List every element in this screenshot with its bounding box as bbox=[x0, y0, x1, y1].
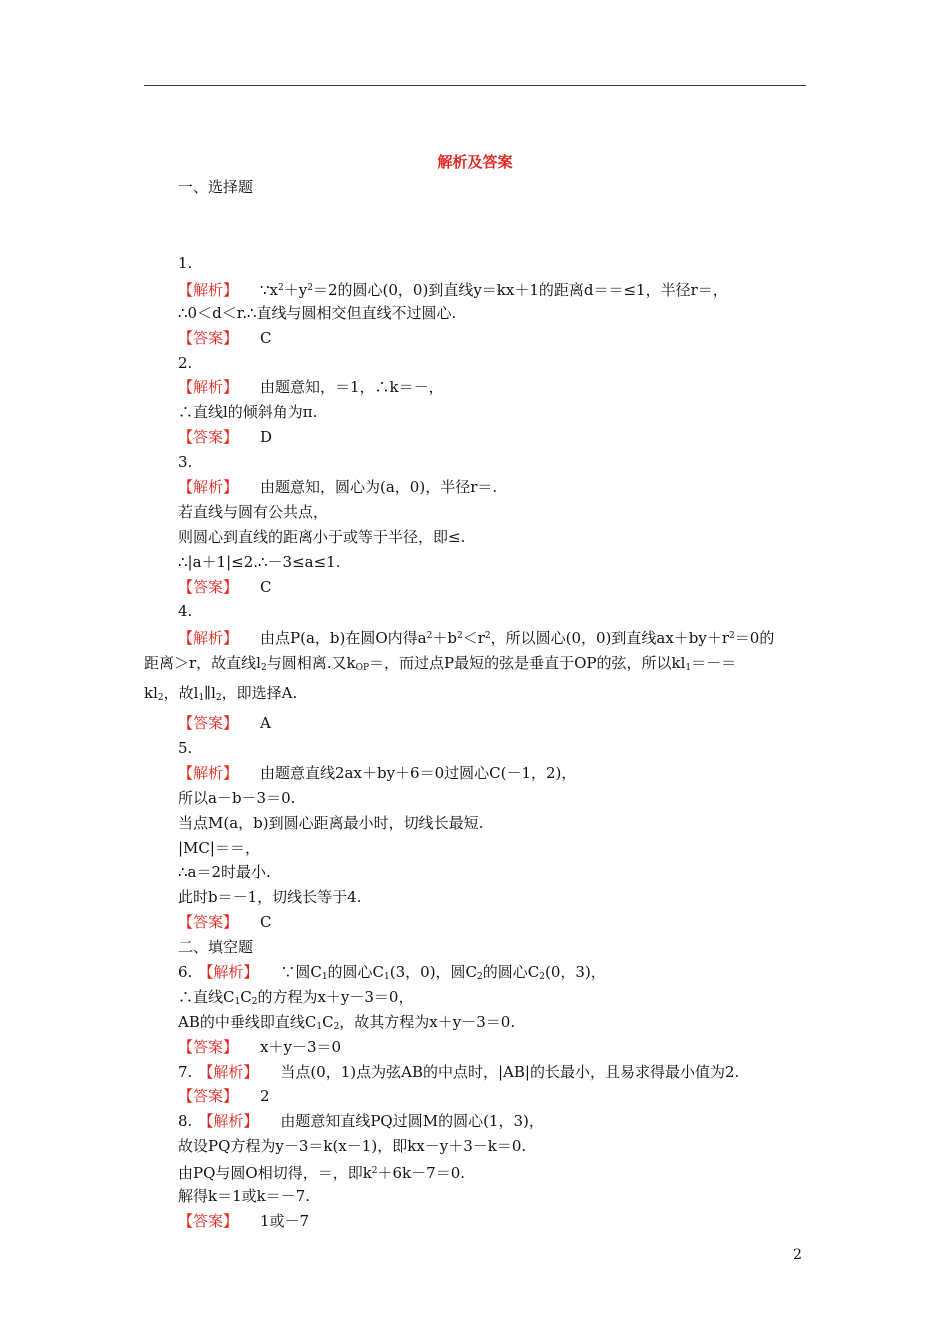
section-heading-fill: 二、填空题 bbox=[178, 938, 254, 957]
analysis-line: 【解析】 $\because x^2+y^2=2$的圆心(0，0)到直线y＝kx＋1的距离d＝＝≤1，半径r＝， bbox=[178, 280, 728, 299]
analysis-line: 7. 【解析】 当点(0，1)点为弦AB的中点时，|AB|的长最小，且易求得最小值为2. bbox=[178, 1062, 740, 1081]
answer-line bbox=[178, 1209, 818, 1234]
analysis-line: 6. 【解析】 ∵圆$C_1$的圆心$C_1(3$，0)，圆$C_2$的圆心$C_2(0$，3)， bbox=[178, 962, 606, 982]
problem-number: 7. bbox=[178, 1062, 193, 1081]
answer-line bbox=[178, 910, 818, 935]
analysis-line: 由PQ与圆O相切得，＝，即$k^2+6k-7=0$. bbox=[178, 1164, 466, 1183]
analysis-tag: 【解析】 bbox=[198, 962, 259, 981]
answer-value: C bbox=[260, 328, 272, 347]
problem-number: 8. bbox=[178, 1112, 193, 1131]
answer-tag: 【答案】 bbox=[178, 714, 239, 733]
analysis-line: 所以a－b－3＝0. bbox=[178, 788, 296, 807]
answer-tag: 【答案】 bbox=[178, 1211, 239, 1230]
analysis-line: ∴直线l的倾斜角为π. bbox=[178, 403, 318, 422]
analysis-paragraph: 【解析】 由点P(a，b)在圆O内得$a^2+b^2<r^2$，所以圆心(0，0)到直线$ax+by+r^2=0$的 距离＞r，故直线$l_2$与圆相离.又$k_{OP}=$，而过点P最短的弦是垂直于OP的弦，所以$kl_1=-=$ $kl_2$，故$l_1\parallel l_2$，即选择A. bbox=[144, 629, 775, 704]
analysis-tag: 【解析】 bbox=[178, 478, 239, 497]
answer-tag: 【答案】 bbox=[178, 577, 239, 596]
analysis-tag: 【解析】 bbox=[178, 280, 239, 299]
analysis-line: ∴直线$C_1C_2$的方程为x＋y－3＝0， bbox=[178, 987, 414, 1007]
answer-tag: 【答案】 bbox=[178, 428, 239, 447]
answer-value: D bbox=[260, 428, 273, 447]
answer-value: x＋y－3＝0 bbox=[260, 1037, 342, 1056]
analysis-tag: 【解析】 bbox=[198, 1112, 259, 1131]
analysis-line: 【解析】 由题意知，圆心为(a，0)，半径r＝. bbox=[178, 478, 498, 497]
analysis-line: |MC|＝＝， bbox=[178, 838, 260, 857]
answer-value: C bbox=[260, 577, 272, 596]
page-title: 解析及答案 bbox=[437, 153, 513, 171]
analysis-line: 若直线与圆有公共点， bbox=[178, 502, 329, 521]
problem-number: 2. bbox=[178, 353, 193, 372]
answer-line bbox=[178, 1084, 818, 1109]
analysis-tag: 【解析】 bbox=[178, 629, 239, 648]
answer-value: C bbox=[260, 913, 272, 932]
answer-line bbox=[178, 711, 818, 736]
analysis-line: 则圆心到直线的距离小于或等于半径，即≤. bbox=[178, 527, 466, 546]
answer-tag: 【答案】 bbox=[178, 1037, 239, 1056]
analysis-line: AB的中垂线即直线$C_1C_2$，故其方程为x＋y－3＝0. bbox=[178, 1012, 516, 1032]
problem-number: 1. bbox=[178, 254, 193, 272]
page-number: 2 bbox=[793, 1247, 802, 1263]
analysis-tag: 【解析】 bbox=[178, 378, 239, 397]
analysis-line: ∴|a＋1|≤2.∴－3≤a≤1. bbox=[178, 552, 341, 571]
analysis-line: 解得k＝1或k＝－7. bbox=[178, 1187, 311, 1205]
analysis-line: ∴0＜d＜r.∴直线与圆相交但直线不过圆心. bbox=[178, 303, 457, 322]
answer-line bbox=[178, 1035, 818, 1060]
analysis-tag: 【解析】 bbox=[198, 1062, 259, 1081]
answer-tag: 【答案】 bbox=[178, 913, 239, 932]
problem-number: 6. bbox=[178, 962, 193, 981]
answer-value: 2 bbox=[260, 1087, 270, 1106]
analysis-line: 【解析】 由题意知，＝1，∴k＝－， bbox=[178, 378, 444, 397]
answer-tag: 【答案】 bbox=[178, 328, 239, 347]
answer-line bbox=[178, 575, 818, 600]
answer-line bbox=[178, 425, 818, 450]
header-rule bbox=[144, 85, 806, 86]
answer-line bbox=[178, 326, 818, 351]
problem-number: 3. bbox=[178, 453, 193, 472]
section-heading-choice: 一、选择题 bbox=[178, 178, 254, 196]
solutions-content bbox=[144, 251, 818, 1234]
analysis-line: 8. 【解析】 由题意知直线PQ过圆M的圆心(1，3)， bbox=[178, 1112, 544, 1131]
analysis-line: 当点M(a，b)到圆心距离最小时，切线长最短. bbox=[178, 813, 484, 832]
analysis-line: 故设PQ方程为y－3＝k(x－1)，即kx－y＋3－k＝0. bbox=[178, 1137, 527, 1156]
problem-number: 5. bbox=[178, 738, 193, 757]
analysis-line: ∴a＝2时最小. bbox=[178, 863, 271, 882]
answer-value: A bbox=[260, 714, 271, 733]
problem-number: 4. bbox=[178, 602, 193, 621]
analysis-line: 此时b＝－1，切线长等于4. bbox=[178, 888, 362, 907]
answer-value: 1或－7 bbox=[260, 1211, 310, 1230]
answer-tag: 【答案】 bbox=[178, 1087, 239, 1106]
analysis-tag: 【解析】 bbox=[178, 763, 239, 782]
analysis-line: 【解析】 由题意直线2ax＋by＋6＝0过圆心C(－1，2)， bbox=[178, 763, 577, 782]
